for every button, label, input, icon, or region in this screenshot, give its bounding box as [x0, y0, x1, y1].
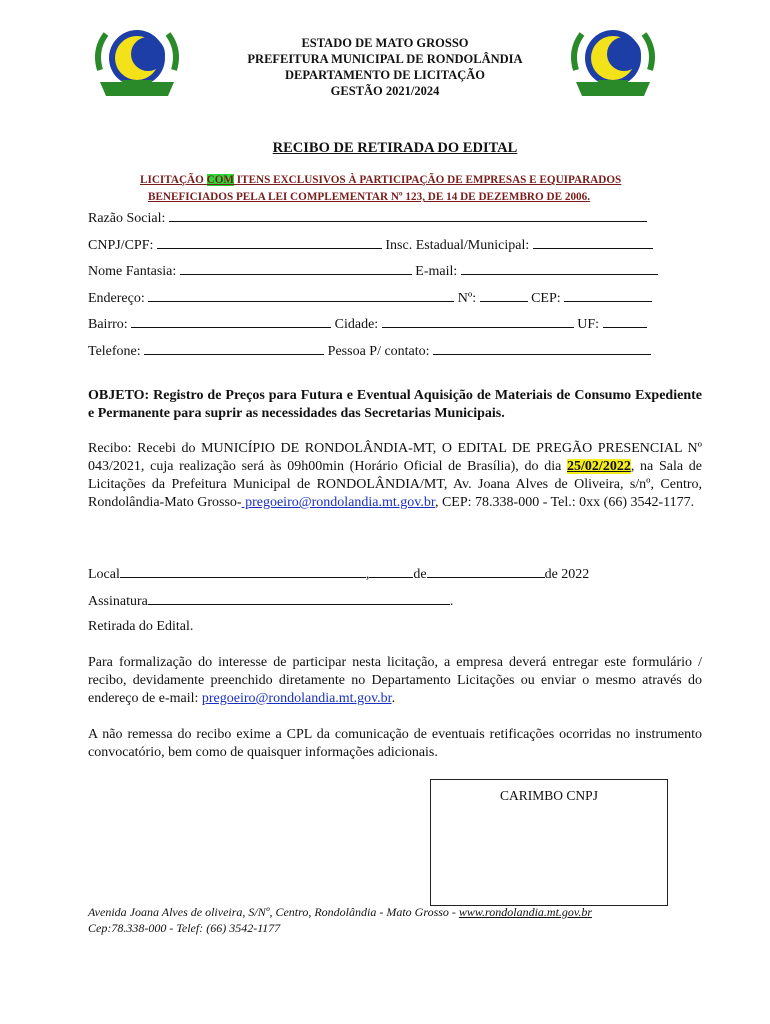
local-comma: ,: [365, 567, 370, 582]
numero-line[interactable]: [480, 289, 528, 302]
endereco-label: Endereço:: [88, 291, 145, 306]
licitacao-line-2: BENEFICIADOS PELA LEI COMPLEMENTAR Nº 123, DE 14 DE DEZEMBRO DE 2006.: [148, 191, 591, 203]
day-line[interactable]: [369, 565, 413, 578]
formalizacao-end: .: [391, 691, 396, 706]
licitacao-highlight: COM: [206, 174, 234, 186]
licitacao-text: LICITAÇÃO: [140, 174, 207, 186]
recibo-text: , na Sala de Licitações da Prefeitura Municipal de RONDOLÂNDIA/MT, Av. Joana Alves de Oliveira, s/nº, Centro, Rondolândia-Mato Grosso-: [88, 459, 702, 510]
razao-social-line[interactable]: [169, 209, 647, 222]
numero-label: Nº:: [457, 291, 477, 306]
document-header: [0, 35, 770, 99]
footer-address-text: Avenida Joana Alves de oliveira, S/Nº, Centro, Rondolândia - Mato Grosso -: [88, 905, 459, 919]
uf-label: UF:: [577, 317, 599, 332]
cidade-label: Cidade:: [334, 317, 379, 332]
fantasia-line[interactable]: [180, 262, 412, 275]
header-departamento: DEPARTAMENTO DE LICITAÇÃO: [284, 68, 486, 82]
bairro-line[interactable]: [131, 315, 331, 328]
razao-social-label: Razão Social:: [88, 211, 166, 226]
header-state: ESTADO DE MATO GROSSO: [301, 36, 469, 50]
email-label: E-mail:: [415, 264, 458, 279]
carimbo-cnpj-box[interactable]: [430, 779, 668, 906]
assinatura-line[interactable]: [148, 592, 450, 605]
formalizacao-paragraph: [88, 654, 702, 708]
fantasia-label: Nome Fantasia:: [88, 264, 177, 279]
cidade-line[interactable]: [382, 315, 574, 328]
local-label: Local: [88, 567, 120, 582]
recibo-text: Recibo: Recebi do MUNICÍPIO DE RONDOLÂNDIA-MT, O EDITAL DE PREGÃO PRESENCIAL Nº 043/2021, cuja realização será às 09h00min (Horário Oficial de Brasília), do dia: [88, 441, 702, 474]
bairro-row: [88, 315, 647, 333]
footer-address: [88, 904, 592, 920]
cnpj-row: [88, 236, 653, 254]
licitacao-line-1: [140, 174, 700, 186]
bairro-label: Bairro:: [88, 317, 128, 332]
licitacao-text: À: [348, 174, 357, 186]
carimbo-label: CARIMBO CNPJ: [500, 788, 598, 803]
retirada-text: Retirada do Edital.: [88, 619, 194, 634]
cnpj-label: CNPJ/CPF:: [88, 238, 154, 253]
contato-line[interactable]: [433, 342, 651, 355]
local-line[interactable]: [120, 565, 366, 578]
objeto-label: OBJETO:: [88, 388, 150, 403]
email-line[interactable]: [461, 262, 658, 275]
formalizacao-text: Para formalização do interesse de participar nesta licitação, a empresa deverá entregar este formulário / recibo, devidamente preenchido diretamente no Departamento Licitações ou enviar o mesmo através do endereço de e-mail:: [88, 655, 702, 706]
objeto-text: Registro de Preços para Futura e Eventual Aquisição de Materiais de Consumo Expediente e Permanente para suprir as necessidades das Secretarias Municipais.: [88, 388, 702, 421]
local-row: [88, 565, 589, 583]
endereco-row: [88, 289, 652, 307]
assinatura-period: .: [449, 594, 454, 609]
telefone-line[interactable]: [144, 342, 324, 355]
header-gestao: GESTÃO 2021/2024: [330, 84, 440, 98]
licitacao-text: ITENS EXCLUSIVOS: [233, 174, 349, 186]
recibo-text: , CEP: 78.338-000 - Tel.: 0xx (66) 3542-1177.: [434, 495, 695, 510]
insc-line[interactable]: [533, 236, 653, 249]
recibo-paragraph: [88, 440, 702, 512]
insc-label: Insc. Estadual/Municipal:: [385, 238, 530, 253]
page-title: RECIBO DE RETIRADA DO EDITAL: [272, 140, 518, 156]
assinatura-row: [88, 592, 453, 610]
footer-contact: Cep:78.338-000 - Telef: (66) 3542-1177: [88, 921, 281, 935]
cep-label: CEP:: [531, 291, 561, 306]
licitacao-text: PARTICIPAÇÃO DE EMPRESAS E EQUIPARADOS: [356, 174, 622, 186]
endereco-line[interactable]: [148, 289, 454, 302]
objeto-paragraph: [88, 387, 702, 423]
formalizacao-email-link[interactable]: pregoeiro@rondolandia.mt.gov.br: [201, 691, 392, 706]
cnpj-line[interactable]: [157, 236, 382, 249]
aviso-paragraph: A não remessa do recibo exime a CPL da comunicação de eventuais retificações ocorridas no instrumento convocatório, bem como de quaisquer informações adicionais.: [88, 727, 702, 760]
footer-site-link[interactable]: www.rondolandia.mt.gov.br: [458, 905, 593, 919]
header-prefeitura: PREFEITURA MUNICIPAL DE RONDOLÂNDIA: [247, 52, 523, 66]
local-de-label: de: [413, 567, 427, 582]
assinatura-label: Assinatura: [88, 594, 148, 609]
cep-line[interactable]: [564, 289, 652, 302]
fantasia-row: [88, 262, 658, 280]
recibo-email-link[interactable]: pregoeiro@rondolandia.mt.gov.br: [241, 495, 435, 510]
contato-label: Pessoa P/ contato:: [327, 344, 430, 359]
razao-social-field[interactable]: [88, 209, 647, 227]
uf-line[interactable]: [603, 315, 647, 328]
month-line[interactable]: [427, 565, 545, 578]
recibo-date: 25/02/2022: [567, 459, 631, 474]
footer: [88, 904, 592, 936]
local-year-label: de 2022: [544, 567, 590, 582]
telefone-row: [88, 342, 651, 360]
telefone-label: Telefone:: [88, 344, 141, 359]
